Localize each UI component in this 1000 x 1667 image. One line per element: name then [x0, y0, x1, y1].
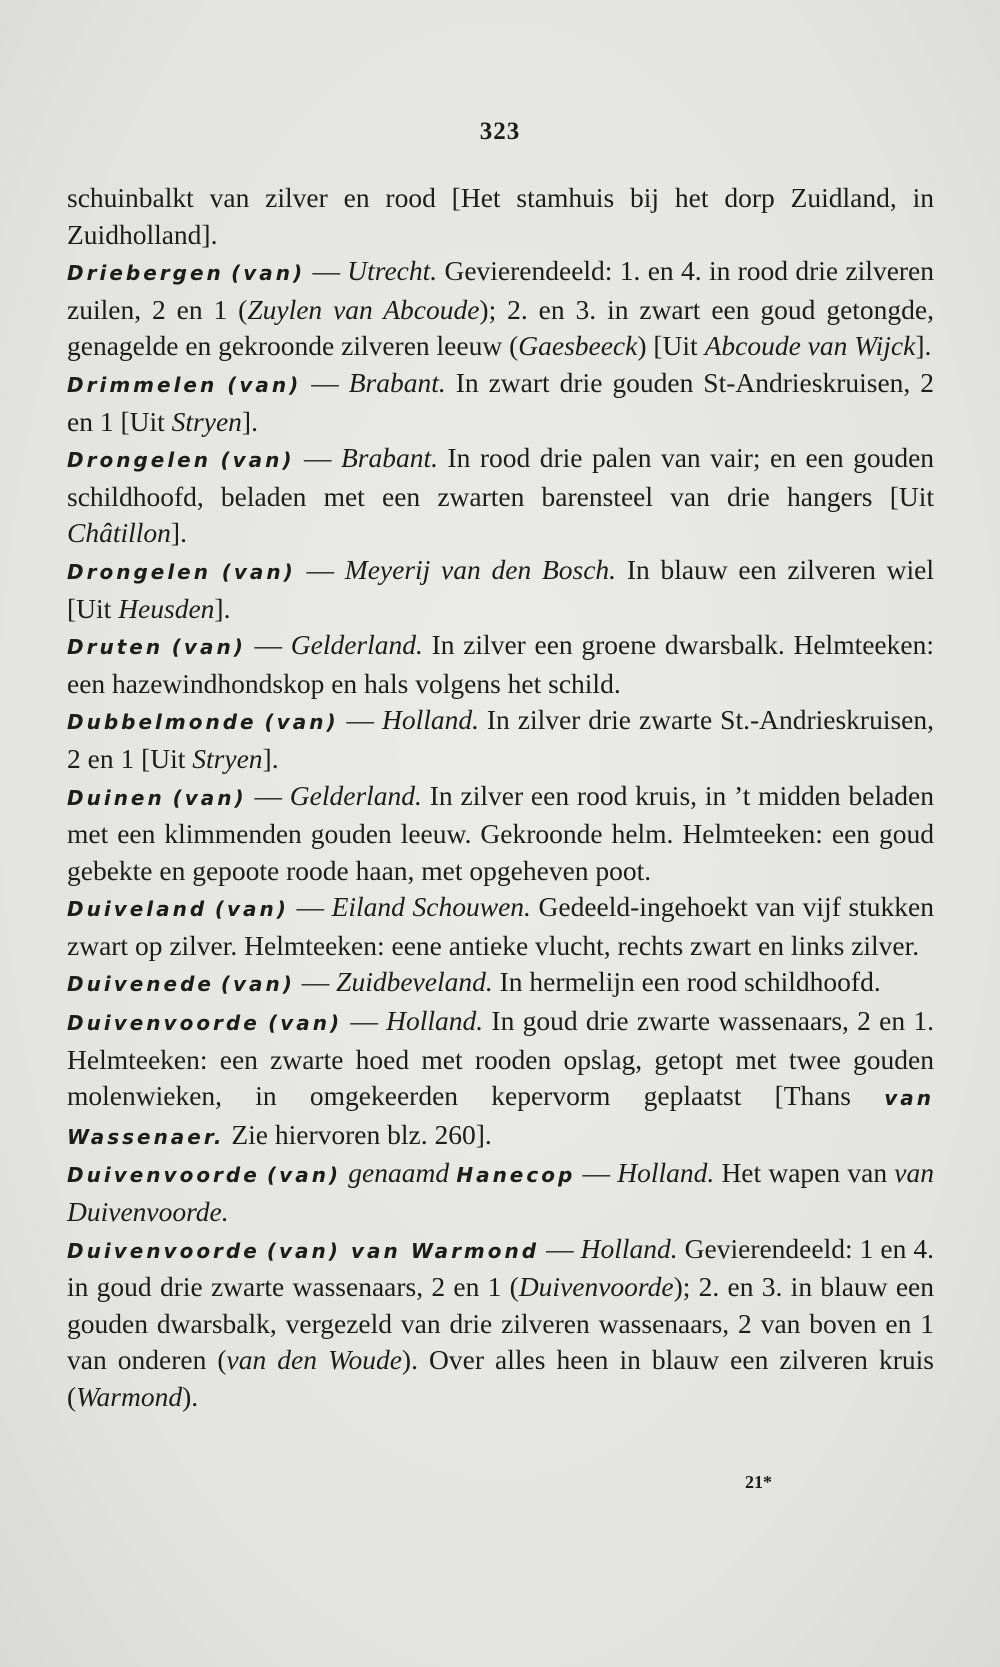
dash: —	[575, 1157, 618, 1189]
entry-text: ].	[915, 330, 932, 362]
entry-continuation	[67, 180, 934, 253]
entry-text: ) [Uit	[637, 330, 705, 362]
entry-particle: (van)	[221, 559, 296, 584]
entry-text: Het wapen van	[714, 1157, 895, 1189]
entry-duivenvoorde-hanecop	[67, 1155, 934, 1230]
entry-text: ); 2. en 3. in blauw een gouden dwarsbalk, vergezeld van drie zilveren wassenaars, 2 van boven en 1 van onderen (	[67, 1271, 934, 1376]
entry-italic: Heusden	[118, 592, 215, 624]
dash: —	[338, 704, 382, 736]
entry-text: In hermelijn een rood schildhoofd.	[492, 966, 881, 998]
entry-italic: genaamd	[341, 1157, 457, 1189]
entry-province: Brabant.	[348, 366, 446, 398]
entry-heading: Duivenvoorde	[67, 1238, 260, 1263]
entry-text: Zie hiervoren blz. 260].	[224, 1118, 492, 1150]
entry-heading: Druten	[67, 635, 164, 660]
entry-particle: (van)	[264, 710, 339, 735]
entry-italic: Zuylen van Abcoude	[247, 293, 480, 325]
entry-heading: Duiveland	[67, 897, 208, 922]
entry-province: Gelderland.	[289, 779, 422, 811]
entry-text: ].	[262, 742, 279, 774]
dash: —	[342, 1005, 387, 1037]
entry-particle: (van)	[214, 897, 289, 922]
entry-province: Holland.	[381, 704, 479, 736]
entry-italic: Warmond	[76, 1381, 183, 1412]
entry-text: ].	[214, 592, 231, 624]
page-number: 323	[479, 118, 521, 145]
dash: —	[294, 966, 337, 998]
sheet-signature: 21*	[745, 1472, 772, 1492]
entry-duivenvoorde	[67, 1003, 934, 1155]
entry-province: Holland.	[580, 1232, 678, 1264]
entry-province: Zuidbeveland.	[336, 966, 493, 998]
entry-text: ].	[241, 405, 258, 437]
entry-text: ); 2. en 3. in zwart een goud getongde, genagelde en gekroonde zilveren leeuw (	[67, 293, 935, 362]
entry-heading: Duivenvoorde	[67, 1163, 260, 1188]
dash: —	[305, 255, 348, 287]
entry-text: In zwart drie gouden St-Andrieskruisen, 2 en 1 [Uit	[67, 366, 935, 437]
entry-heading-inline: van Wassenaer.	[67, 1086, 934, 1149]
entry-particle: (van)	[231, 261, 306, 286]
entry-driebergen	[67, 253, 934, 365]
entry-particle: (van)	[267, 1163, 342, 1188]
entry-italic: Gaesbeeck	[518, 330, 638, 362]
dash: —	[539, 1232, 581, 1264]
entry-drongelen-meyerij	[67, 552, 934, 627]
entry-text: In zilver een groene dwarsbalk. Helmteeken: een hazewindhondskop en hals volgens het schild.	[67, 629, 934, 699]
dash: —	[245, 629, 291, 661]
entry-text: Gevierendeeld: 1 en 4. in goud drie zwarte wassenaars, 2 en 1 (	[67, 1232, 935, 1303]
dash: —	[294, 442, 341, 474]
entry-duivenvoorde-warmond	[67, 1231, 934, 1416]
entry-text: In zilver een rood kruis, in ’t midden beladen met een klimmenden gouden leeuw. Gekroonde helm. Helmteeken: een goud gebekte en gepoote roode haan, met opgeheven poot.	[67, 779, 935, 886]
page-body	[67, 180, 934, 1416]
entry-province: Holland.	[617, 1157, 715, 1189]
entry-province: Utrecht.	[347, 255, 438, 287]
entry-particle: (van)	[172, 785, 247, 810]
entry-heading: Drongelen	[67, 448, 211, 473]
entry-province: Eiland Schouwen.	[331, 891, 531, 923]
entry-province: Meyerij van den Bosch.	[344, 553, 617, 585]
entry-italic: Stryen	[192, 742, 263, 774]
entry-heading: Dubbelmonde	[67, 710, 257, 735]
entry-italic: Duivenvoorde	[518, 1271, 674, 1303]
dash: —	[246, 779, 290, 811]
entry-particle: (van)	[171, 635, 246, 660]
entry-particle: (van)	[220, 972, 295, 997]
entry-particle: (van)	[220, 448, 295, 473]
entry-heading: Drongelen	[67, 559, 211, 584]
entry-italic: Abcoude van Wijck	[704, 330, 916, 362]
entry-text: ). Over alles heen in blauw een zilveren kruis (	[67, 1344, 934, 1412]
entry-text: In goud drie zwarte wassenaars, 2 en 1. Helmteeken: een zwarte hoed met rooden opslag, getopt met twee gouden molenwieken, in omgekeerden kepervorm geplaatst [Thans	[67, 1005, 935, 1112]
entry-particle: (van)	[227, 372, 302, 397]
entry-text: Gedeeld-ingehoekt van vijf stukken zwart op zilver. Helmteeken: eene antieke vlucht, rechts zwart en links zilver.	[67, 891, 935, 961]
entry-heading: Duinen	[67, 785, 165, 810]
entry-heading: Drimmelen	[67, 372, 218, 397]
entry-druten	[67, 627, 934, 702]
entry-particle: (van)	[268, 1011, 343, 1036]
entry-duivenede	[67, 964, 934, 1003]
entry-text: schuinbalkt van zilver en rood [Het stamhuis bij het dorp Zuidland, in Zuidholland].	[67, 182, 934, 250]
entry-italic: van Duivenvoorde.	[67, 1157, 934, 1228]
dash: —	[301, 366, 349, 398]
entry-dubbelmonde	[67, 702, 934, 777]
entry-heading: Driebergen	[67, 261, 224, 286]
entry-text: In rood drie palen van vair; en een gouden schildhoofd, beladen met een zwarten barensteel van drie hangers [Uit	[67, 442, 935, 512]
entry-drongelen-brabant	[67, 440, 934, 552]
dash: —	[288, 891, 332, 923]
entry-province: Brabant.	[340, 442, 438, 474]
entry-text: ].	[170, 517, 187, 549]
entry-province: Holland.	[386, 1005, 484, 1037]
entry-duiveland	[67, 889, 934, 964]
entry-province: Gelderland.	[290, 629, 423, 661]
entry-text: In zilver drie zwarte St.-Andrieskruisen, 2 en 1 [Uit	[67, 704, 935, 774]
entry-text: Gevierendeeld: 1. en 4. in rood drie zilveren zuilen, 2 en 1 (	[67, 255, 935, 325]
entry-heading: Duivenede	[67, 972, 214, 997]
entry-italic: Châtillon	[67, 517, 171, 549]
entry-text: ).	[182, 1381, 199, 1412]
entry-heading-inline: van Warmond	[340, 1238, 540, 1263]
entry-particle: (van)	[266, 1238, 341, 1263]
entry-duinen	[67, 778, 934, 890]
entry-heading: Duivenvoorde	[67, 1011, 260, 1036]
entry-italic: van den Woude	[226, 1344, 402, 1376]
entry-drimmelen	[67, 365, 934, 440]
entry-heading-inline: Hanecop	[456, 1163, 576, 1188]
entry-text: In blauw een zilveren wiel [Uit	[67, 553, 934, 624]
entry-italic: Stryen	[171, 405, 242, 437]
dash: —	[295, 553, 345, 585]
